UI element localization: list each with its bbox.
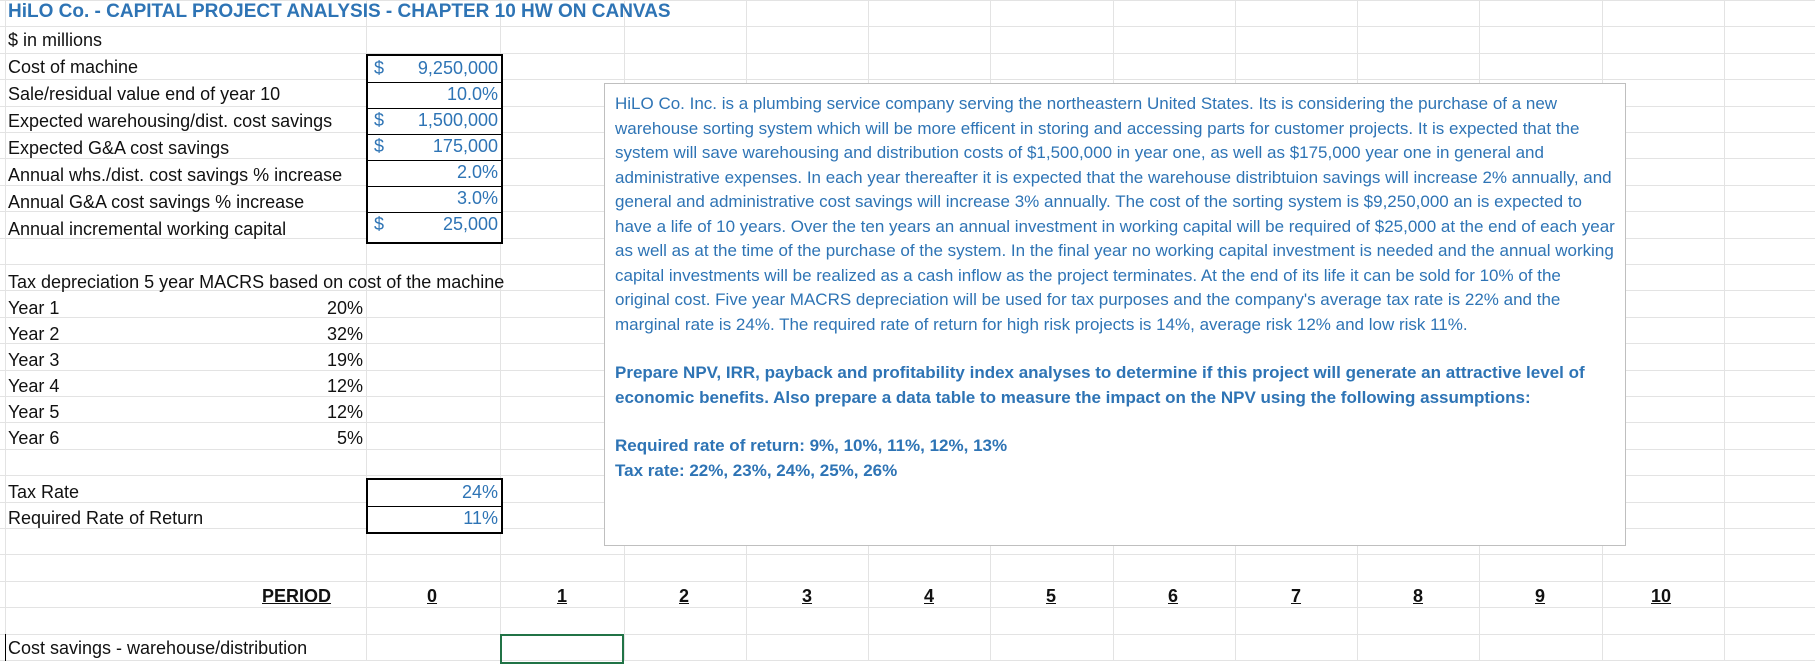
tax-rate-input[interactable] bbox=[368, 480, 501, 507]
period-6: 6 bbox=[1168, 586, 1179, 606]
input-cell-ga-increase[interactable] bbox=[368, 186, 501, 213]
currency-symbol: $ bbox=[374, 110, 385, 130]
currency-symbol: $ bbox=[374, 214, 385, 234]
input-label-whs-increase: Annual whs./dist. cost savings % increase bbox=[8, 165, 343, 185]
input-cell-whs-increase[interactable] bbox=[368, 160, 501, 187]
period-5: 5 bbox=[1046, 586, 1057, 606]
cost-savings-row-label: Cost savings - warehouse/distribution bbox=[8, 638, 308, 658]
depr-year-label: Year 6 bbox=[8, 428, 60, 448]
input-value: 24% bbox=[461, 482, 498, 502]
depr-year-value: 5% bbox=[336, 428, 363, 448]
input-value: 1,500,000 bbox=[417, 110, 498, 130]
required-return-assumptions: Required rate of return: 9%, 10%, 11%, 12%, 13% bbox=[615, 436, 1008, 455]
period-8: 8 bbox=[1413, 586, 1424, 606]
input-label-working-capital: Annual incremental working capital bbox=[8, 219, 287, 239]
tax-rate-label: Tax Rate bbox=[8, 482, 80, 502]
depr-year-value: 32% bbox=[326, 324, 363, 344]
row-left-border bbox=[5, 634, 6, 661]
rates-input-box bbox=[366, 478, 503, 534]
input-value: 11% bbox=[463, 508, 498, 528]
currency-symbol: $ bbox=[374, 58, 385, 78]
input-cell-whs-savings[interactable] bbox=[368, 108, 501, 135]
input-cell-ga-savings[interactable] bbox=[368, 134, 501, 161]
period-0: 0 bbox=[427, 586, 438, 606]
input-label-whs-savings: Expected warehousing/dist. cost savings bbox=[8, 111, 333, 131]
problem-description: HiLO Co. Inc. is a plumbing service company serving the northeastern United States. Its is considering the purchase of a new warehouse sorting system which will be more efficent in storing and accessing parts for customer projects. It is expected that the system will save warehousing and distribution costs of $1,500,000 in year one, as well as $175,000 year one in general and administrative expenses. In each year thereafter it is expected that the warehouse distribtuion savings will increase 2% annually, and general and administrative cost savings will increase 3% annually. The cost of the sorting system is $9,250,000 an is expected to have a life of 10 years. Over the ten years an annual investment in working capital will be required of $25,000 at the end of each year as well as at the time of the purchase of the system. In the final year no working capital investment is needed and the annual working capital investments will be realized as a cash inflow as the project terminates. At the end of its life it can be sold for 10% of the original cost. Five year MACRS depreciation will be used for tax purposes and the company's average tax rate is 22% and the marginal rate is 24%. The required rate of return for high risk projects is 14%, average risk 12% and low risk 11%. bbox=[615, 94, 1615, 334]
depr-year-value: 12% bbox=[326, 402, 363, 422]
depr-year-label: Year 1 bbox=[8, 298, 60, 318]
tax-rate-assumptions: Tax rate: 22%, 23%, 24%, 25%, 26% bbox=[615, 460, 898, 480]
period-2: 2 bbox=[679, 586, 690, 606]
input-value: 25,000 bbox=[442, 214, 498, 234]
depr-year-value: 19% bbox=[326, 350, 363, 370]
depr-year-label: Year 5 bbox=[8, 402, 60, 422]
depr-year-label: Year 2 bbox=[8, 324, 60, 344]
required-return-input[interactable] bbox=[368, 506, 501, 532]
period-4: 4 bbox=[924, 586, 935, 606]
sheet-title: HiLO Co. - CAPITAL PROJECT ANALYSIS - CHAPTER 10 HW ON CANVAS bbox=[8, 1, 671, 22]
input-value: 2.0% bbox=[456, 162, 498, 182]
assumptions-input-box bbox=[366, 54, 503, 244]
input-cell-residual[interactable] bbox=[368, 82, 501, 109]
units-label: $ in millions bbox=[8, 30, 103, 50]
selected-cell[interactable] bbox=[500, 634, 624, 664]
depr-year-label: Year 3 bbox=[8, 350, 60, 370]
period-1: 1 bbox=[557, 586, 568, 606]
depr-year-label: Year 4 bbox=[8, 376, 60, 396]
depr-year-value: 12% bbox=[326, 376, 363, 396]
input-value: 10.0% bbox=[446, 84, 498, 104]
input-value: 175,000 bbox=[432, 136, 498, 156]
period-9: 9 bbox=[1535, 586, 1546, 606]
currency-symbol: $ bbox=[374, 136, 385, 156]
input-label-ga-savings: Expected G&A cost savings bbox=[8, 138, 230, 158]
problem-text-box[interactable] bbox=[604, 83, 1626, 546]
input-label-cost: Cost of machine bbox=[8, 57, 139, 77]
input-label-residual: Sale/residual value end of year 10 bbox=[8, 84, 281, 104]
period-3: 3 bbox=[802, 586, 813, 606]
depreciation-heading: Tax depreciation 5 year MACRS based on cost of the machine bbox=[8, 272, 505, 292]
period-label: PERIOD bbox=[262, 586, 332, 606]
input-cell-working-capital[interactable] bbox=[368, 212, 501, 238]
input-value: 3.0% bbox=[456, 188, 498, 208]
instructions: Prepare NPV, IRR, payback and profitability index analyses to determine if this project will generate an attractive level of economic benefits. Also prepare a data table to measure the impact on the NPV using the following assumptions: bbox=[615, 363, 1585, 407]
input-cell-cost[interactable] bbox=[368, 56, 501, 83]
input-value: 9,250,000 bbox=[417, 58, 498, 78]
period-7: 7 bbox=[1291, 586, 1302, 606]
period-10: 10 bbox=[1651, 586, 1672, 606]
depr-year-value: 20% bbox=[326, 298, 363, 318]
input-label-ga-increase: Annual G&A cost savings % increase bbox=[8, 192, 305, 212]
required-return-label: Required Rate of Return bbox=[8, 508, 204, 528]
